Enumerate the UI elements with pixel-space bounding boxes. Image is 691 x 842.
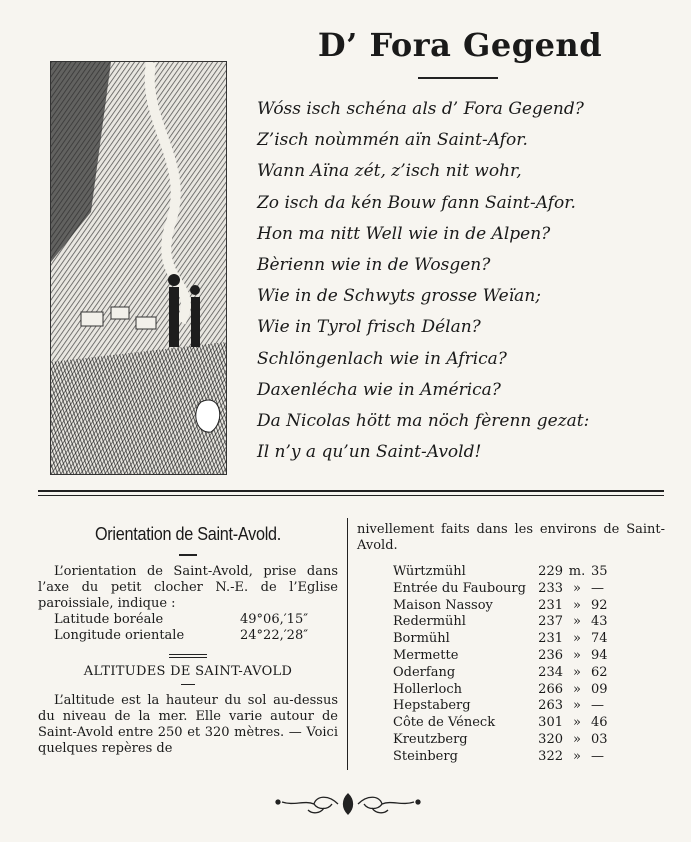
altitude-unit: » [573,580,581,596]
altitude-row [357,614,665,631]
altitude-decimals: 03 [591,731,608,747]
poem-line: Wie in Tyrol frisch Délan? [257,317,481,338]
altitude-name: Steinberg [393,748,458,764]
poem-line: Il n’y a qu’un Saint-Avold! [257,442,482,463]
altitude-meters: 266 [538,681,563,697]
altitude-decimals: — [591,580,604,596]
altitude-row [357,698,665,715]
longitude-value: 24°22,′28″ [240,628,309,643]
altitude-unit: » [573,664,581,680]
altitude-unit: » [573,681,581,697]
poem-line: Wie in de Schwyts grosse Weïan; [257,286,541,307]
altitude-row [357,631,665,648]
poem-line: Bèrienn wie in de Wosgen? [257,254,491,275]
section-divider [38,490,664,498]
altitudes-text: L’altitude est la hauteur du sol au-dessus du niveau de la mer. Elle varie autour de Saint-Avold entre 250 et 320 mètres. — Voici quelques repères de [38,693,338,756]
landscape-engraving-illustration [50,61,227,475]
altitude-meters: 236 [538,647,563,663]
altitude-row [357,682,665,699]
altitude-row [357,564,665,581]
altitude-name: Hollerloch [393,681,463,697]
altitude-meters: 229 [538,564,563,579]
altitude-row [357,648,665,665]
altitude-name: Redermühl [393,614,466,630]
altitude-unit: » [573,631,581,647]
altitude-name: Hepstaberg [393,698,471,714]
altitude-name: Bormühl [393,631,450,647]
altitude-name: Kreutzberg [393,731,468,747]
double-dash-divider [169,654,207,658]
altitude-meters: 231 [538,597,563,613]
latitude-value: 49°06,′15″ [240,612,309,627]
altitude-row [357,715,665,732]
altitude-decimals: 94 [591,647,608,663]
altitude-decimals: 74 [591,631,608,647]
poem-line: Daxenlécha wie in América? [257,379,501,400]
altitude-name: Mermette [393,647,459,663]
altitude-unit: » [573,597,581,613]
altitude-row [357,598,665,615]
altitude-decimals: 09 [591,681,608,697]
poem-line: Zo isch da kén Bouw fann Saint-Afor. [257,192,576,213]
altitude-row [357,581,665,598]
column-divider [347,518,348,770]
heading-dash [179,554,197,556]
right-column [357,522,665,766]
heading-dash [181,684,195,685]
page-title: D’ Fora Gegend [317,26,603,64]
altitude-decimals: — [591,698,604,714]
altitude-decimals: 46 [591,715,608,731]
altitude-unit: » [573,698,581,714]
poem [257,94,657,468]
poem-line: Wann Aïna zét, z’isch nit wohr, [257,161,522,182]
altitudes-heading: ALTITUDES DE SAINT-AVOLD [83,664,293,679]
poem-line: Da Nicolas hött ma nöch fèrenn gezat: [257,410,590,431]
orientation-heading: Orientation de Saint-Avold. [94,524,282,544]
latitude-label: Latitude boréale [54,612,164,627]
altitude-table [357,564,665,766]
altitude-row [357,732,665,749]
altitude-meters: 237 [538,614,563,630]
altitude-name: Côte de Véneck [393,715,496,731]
altitude-row [357,665,665,682]
altitude-decimals: 92 [591,597,608,613]
altitude-unit: » [573,614,581,630]
left-column [38,518,338,757]
altitude-decimals: 62 [591,664,608,680]
altitude-meters: 231 [538,631,563,647]
altitude-meters: 263 [538,698,563,714]
altitude-name: Entrée du Faubourg [393,580,526,596]
altitude-unit: » [573,647,581,663]
altitude-unit: m. [568,564,586,579]
longitude-row [54,628,338,644]
altitude-meters: 301 [538,715,563,731]
altitude-meters: 234 [538,664,563,680]
altitude-unit: » [573,731,581,747]
longitude-label: Longitude orientale [54,628,185,643]
altitude-row [357,749,665,766]
title-underline [418,77,498,79]
poem-line: Schlöngenlach wie in Africa? [257,348,507,369]
altitude-decimals: 43 [591,614,608,630]
altitude-name: Maison Nassoy [393,597,493,613]
latitude-row [54,612,338,628]
altitude-meters: 233 [538,580,563,596]
altitude-name: Oderfang [393,664,456,680]
orientation-text: L’orientation de Saint-Avold, prise dans l’axe du petit clocher N.-E. de l’Eglise paroissiale, indique : [38,564,338,611]
floral-ornament-icon [268,790,428,818]
altitude-name: Würtzmühl [393,564,466,579]
altitude-decimals: 35 [591,564,608,579]
altitude-meters: 322 [538,748,563,764]
altitude-unit: » [573,748,581,764]
altitude-unit: » [573,715,581,731]
poem-line: Z’isch noùmmén aïn Saint-Afor. [257,130,528,151]
altitude-meters: 320 [538,731,563,747]
poem-line: Hon ma nitt Well wie in de Alpen? [257,223,551,244]
poem-line: Wóss isch schéna als d’ Fora Gegend? [257,99,584,119]
altitude-decimals: — [591,748,604,764]
altitudes-continuation: nivellement faits dans les environs de Saint-Avold. [357,522,665,553]
